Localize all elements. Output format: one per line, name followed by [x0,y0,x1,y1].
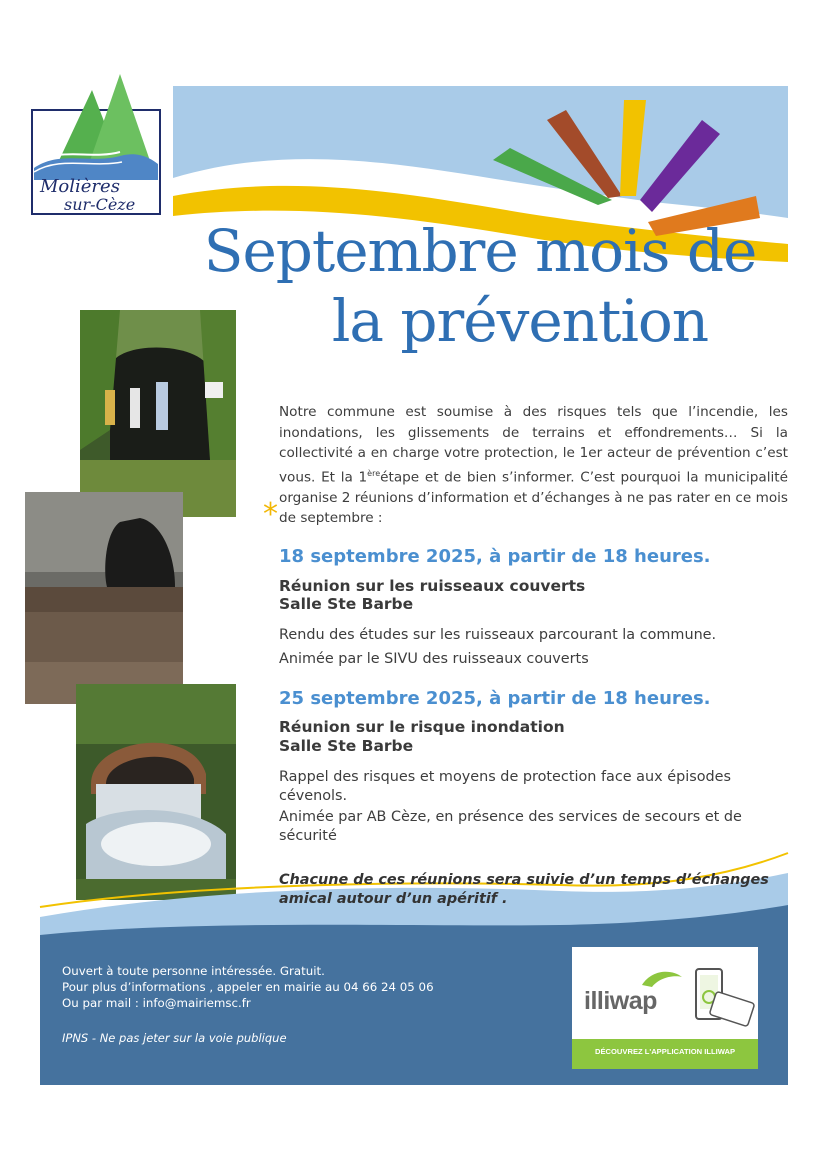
intro-text-part2: étape et de bien s’informer. C’est pourquoi la municipalité organise 2 réunions d’information et d’échanges à ne pas rater en ce mois de septembre : [279,469,788,527]
event-1-host: Animée par le SIVU des ruisseaux couverts [279,651,589,667]
event-1-description: Rendu des études sur les ruisseaux parcourant la commune. [279,627,717,643]
footer-contact-email: Ou par mail : info@mairiemsc.fr [62,996,251,1010]
event-2-description: Rappel des risques et moyens de protection face aux épisodes cévenols. [279,769,731,804]
asterisk-icon: * [263,497,278,532]
page-title-line1: Septembre mois de [203,217,757,285]
page-title-line2: la prévention [331,287,709,355]
event-2-host: Animée par AB Cèze, en présence des services de secours et de sécurité [279,809,742,844]
event-2-date: 25 septembre 2025, à partir de 18 heures. [279,688,711,709]
logo-name-line2: sur-Cèze [64,195,136,214]
ipns-notice: IPNS - Ne pas jeter sur la voie publique [62,1031,287,1045]
intro-text-part1: Notre commune est soumise à des risques tels que l’incendie, les inondations, les glissements de terrains et effondrements… Si la collectivité a en charge votre protection, le 1er acteur de prévention c’est vous. Et la 1 [279,404,788,486]
footer-info-line1: Ouvert à toute personne intéressée. Gratuit. [62,964,325,978]
event-1-title: Réunion sur les ruisseaux couverts [279,577,586,595]
event-1-location: Salle Ste Barbe [279,595,414,613]
photo-tunnel-visitors [80,310,236,517]
photo-flooded-tunnel [25,492,183,704]
event-2-title: Réunion sur le risque inondation [279,718,565,736]
town-logo [30,72,162,217]
closing-note: Chacune de ces réunions sera suivie d’un temps d’échanges amical autour d’un apéritif . [279,872,769,907]
illiwap-logo: illiwap [584,987,657,1015]
illiwap-promo[interactable] [572,947,758,1069]
footer-info-line2: Pour plus d’informations , appeler en mairie au 04 66 24 05 06 [62,980,434,994]
logo-name-line1: Molières [40,176,120,197]
illiwap-tagline: DÉCOUVREZ L'APPLICATION ILLIWAP [594,1047,736,1056]
event-2-location: Salle Ste Barbe [279,737,414,755]
illiwap-wave-icon [642,972,682,987]
intro-superscript: ère [367,468,381,478]
intro-paragraph [279,402,788,529]
event-1-date: 18 septembre 2025, à partir de 18 heures. [279,546,711,567]
